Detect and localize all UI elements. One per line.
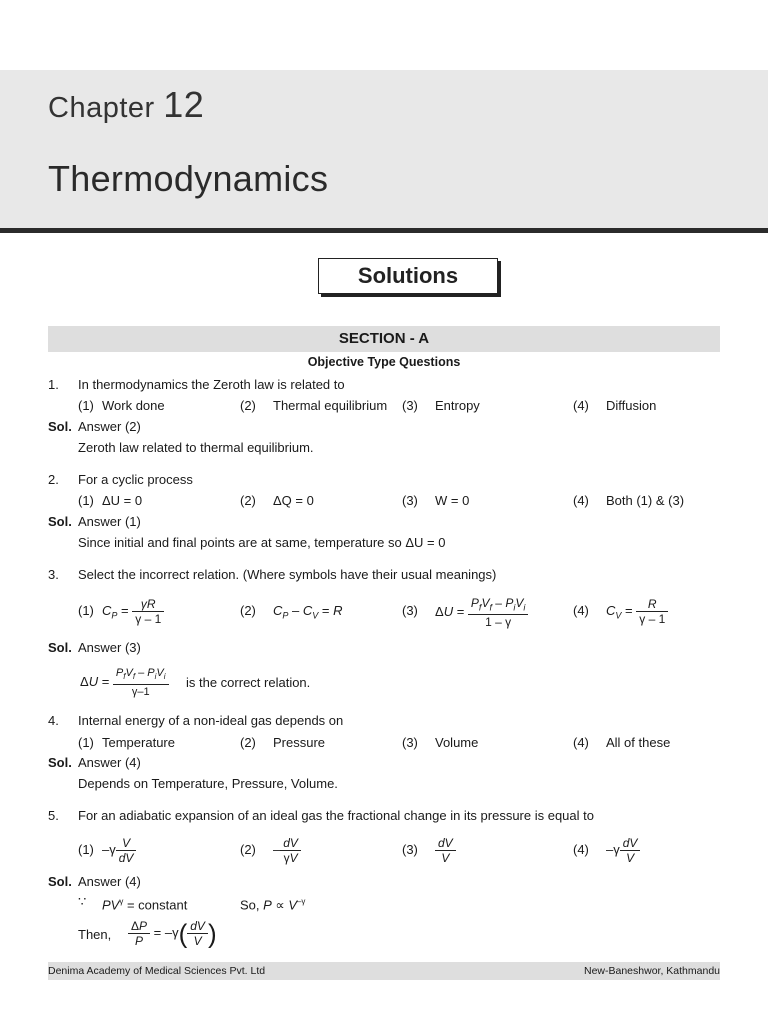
option-formula: –γ $\frac{dV}{V}$: [606, 835, 640, 865]
question-number: 5.: [48, 808, 59, 823]
option-label: (3): [402, 842, 418, 857]
question-number: 3.: [48, 567, 59, 582]
explanation-text: $PV^\gamma$ = constant: [102, 897, 188, 913]
option-label: (1): [78, 842, 94, 857]
option-label: (3): [402, 603, 418, 618]
sol-label: Sol.: [48, 640, 72, 655]
option-text: Temperature: [102, 735, 175, 750]
answer-text: Answer (4): [78, 755, 141, 770]
sol-label: Sol.: [48, 874, 72, 889]
because-symbol: ∵: [78, 894, 87, 909]
question-number: 2.: [48, 472, 59, 487]
option-formula: $\frac{dV}{V}$: [435, 835, 456, 865]
option-label: (4): [573, 603, 589, 618]
option-text: W = 0: [435, 493, 470, 508]
option-label: (1): [78, 603, 94, 618]
solution-formula: $\frac{\Delta P}{P}$ = –γ( $\frac{dV}{V}$ ): [128, 915, 217, 952]
option-label: (1): [78, 735, 94, 750]
question-text: For a cyclic process: [78, 472, 193, 487]
page-footer: [48, 962, 720, 980]
footer-left: Denima Academy of Medical Sciences Pvt. Ltd: [48, 965, 266, 977]
option-text: Volume: [435, 735, 479, 750]
chapter-title: Thermodynamics: [48, 158, 329, 199]
answer-text: Answer (1): [78, 514, 141, 529]
option-label: (2): [240, 603, 256, 618]
question-number: 4.: [48, 713, 59, 728]
option-text: Diffusion: [606, 398, 657, 413]
option-text: ΔQ = 0: [273, 493, 314, 508]
option-label: (1): [78, 493, 94, 508]
then-label: Then,: [78, 927, 112, 942]
option-text: Pressure: [273, 735, 326, 750]
header-rule: [0, 228, 768, 233]
option-text: Both (1) & (3): [606, 493, 685, 508]
option-label: (2): [240, 493, 256, 508]
question-text: Internal energy of a non-ideal gas depends on: [78, 713, 344, 728]
option-label: (2): [240, 398, 256, 413]
answer-text: Answer (2): [78, 419, 141, 434]
option-label: (4): [573, 842, 589, 857]
option-label: (3): [402, 398, 418, 413]
option-formula: ΔU = $\frac{P_fV_f - P_iV_i}{1 - \gamma}$: [435, 596, 528, 629]
explanation-text: Depends on Temperature, Pressure, Volume.: [78, 776, 338, 791]
sol-label: Sol.: [48, 755, 72, 770]
option-label: (3): [402, 735, 418, 750]
question-number: 1.: [48, 377, 59, 392]
option-formula: – $\frac{dV}{\gamma V}$: [273, 835, 301, 865]
option-text: Thermal equilibrium: [273, 398, 388, 413]
option-label: (2): [240, 842, 256, 857]
footer-right: New-Baneshwor, Kathmandu: [584, 965, 720, 977]
question-text: Select the incorrect relation. (Where symbols have their usual meanings): [78, 567, 497, 582]
option-formula: $C_P - C_V = R$: [273, 603, 343, 621]
option-label: (4): [573, 398, 589, 413]
option-label: (2): [240, 735, 256, 750]
option-label: (4): [573, 735, 589, 750]
option-label: (1): [78, 398, 94, 413]
section-title: SECTION - A: [48, 326, 720, 352]
solutions-heading: Solutions: [318, 258, 498, 294]
question-text: In thermodynamics the Zeroth law is related to: [78, 377, 345, 392]
option-formula: $C_P$ = $\frac{\gamma R}{\gamma - 1}$: [102, 596, 164, 631]
option-text: Entropy: [435, 398, 480, 413]
option-formula: –γ $\frac{V}{dV}$: [102, 835, 136, 865]
explanation-text: is the correct relation.: [186, 675, 311, 690]
question-text: For an adiabatic expansion of an ideal gas the fractional change in its pressure is equal to: [78, 808, 594, 823]
explanation-text: So, $P \propto V^{-\gamma}$: [240, 897, 306, 913]
sol-label: Sol.: [48, 514, 72, 529]
section-subtitle: Objective Type Questions: [307, 355, 461, 369]
solution-formula: ΔU = $\frac{P_fV_f - P_iV_i}{\gamma-1}$: [80, 666, 169, 699]
chapter-label: Chapter 12: [48, 84, 205, 125]
option-text: ΔU = 0: [102, 493, 143, 508]
option-label: (3): [402, 493, 418, 508]
option-text: All of these: [606, 735, 671, 750]
answer-text: Answer (3): [78, 640, 141, 655]
explanation-text: Zeroth law related to thermal equilibrium.: [78, 440, 314, 455]
answer-text: Answer (4): [78, 874, 141, 889]
option-formula: $C_V$ = $\frac{R}{\gamma - 1}$: [606, 596, 668, 631]
explanation-text: Since initial and final points are at same, temperature so ΔU = 0: [78, 535, 446, 550]
sol-label: Sol.: [48, 419, 72, 434]
option-text: Work done: [102, 398, 165, 413]
option-label: (4): [573, 493, 589, 508]
